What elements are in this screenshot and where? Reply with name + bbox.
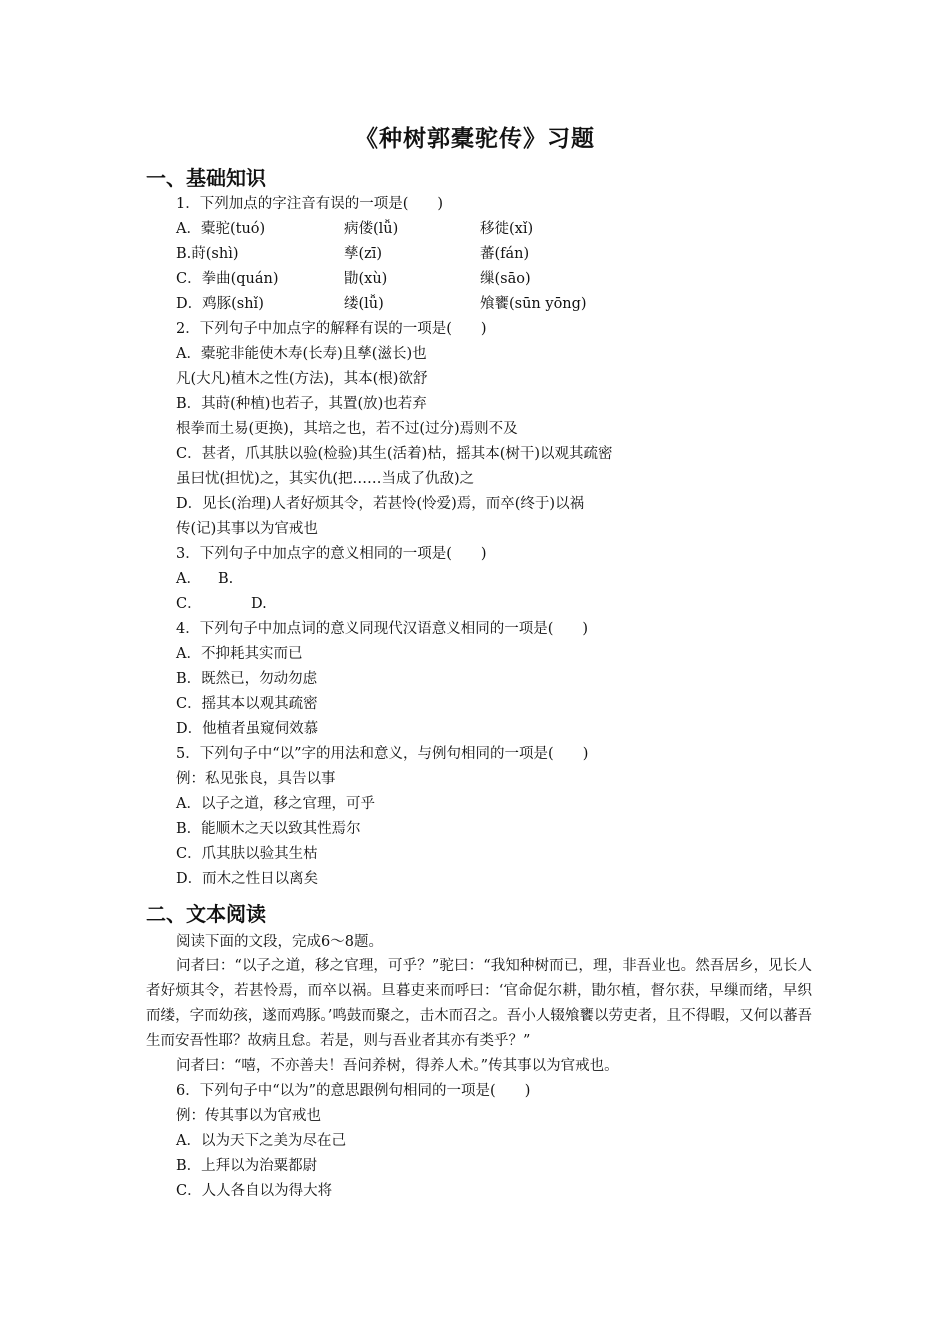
question-4-stem: 4．下列句子中加点词的意义同现代汉语意义相同的一项是( ) <box>176 621 589 637</box>
section-heading-reading: 二、文本阅读 <box>146 902 266 926</box>
q1-option-d-2: 缕(lǚ) <box>344 296 384 312</box>
q2-line: C．甚者，爪其肤以验(检验)其生(活着)枯，摇其本(树干)以观其疏密 <box>176 446 613 462</box>
q1-option-c-2: 勖(xù) <box>344 271 388 287</box>
page-title: 《种树郭橐驼传》习题 <box>355 125 595 152</box>
q4-option: A．不抑耗其实而已 <box>176 646 303 662</box>
q2-line: 根拳而土易(更换)，其培之也，若不过(过分)焉则不及 <box>176 421 518 437</box>
section-heading-basics: 一、基础知识 <box>146 166 266 190</box>
q5-example: 例：私见张良，具告以事 <box>176 771 336 787</box>
q1-option-d-3: 飧饔(sūn yōng) <box>480 296 587 312</box>
q1-option-c-1: C．拳曲(quán) <box>176 271 279 287</box>
q3-option-d: D. <box>251 596 267 612</box>
q1-option-a-3: 移徙(xǐ) <box>480 221 534 237</box>
q2-line: B．其莳(种植)也若子，其置(放)也若弃 <box>176 396 427 412</box>
q6-option: A．以为天下之美为尽在己 <box>176 1133 346 1149</box>
q6-example: 例：传其事以为官戒也 <box>176 1108 321 1124</box>
q1-option-b-1: B.莳(shì) <box>176 246 239 262</box>
q5-option: D．而木之性日以离矣 <box>176 871 319 887</box>
q4-option: C．摇其本以观其疏密 <box>176 696 318 712</box>
q6-option: B．上拜以为治粟都尉 <box>176 1158 318 1174</box>
q1-option-d-1: D．鸡豚(shǐ) <box>176 296 264 312</box>
q6-option: C．人人各自以为得大将 <box>176 1183 333 1199</box>
question-2-stem: 2．下列句子中加点字的解释有误的一项是( ) <box>176 321 487 337</box>
q2-line: 凡(大凡)植木之性(方法)，其本(根)欲舒 <box>176 371 428 387</box>
reading-paragraph: 问者曰：“嘻，不亦善夫！吾问养树，得养人术。”传其事以为官戒也。 <box>176 1058 619 1074</box>
q4-option: B．既然已，勿动勿虑 <box>176 671 318 687</box>
question-6-stem: 6．下列句子中“以为”的意思跟例句相同的一项是( ) <box>176 1083 531 1099</box>
question-5-stem: 5．下列句子中“以”字的用法和意义，与例句相同的一项是( ) <box>176 746 589 762</box>
q1-option-a-1: A．橐驼(tuó) <box>176 221 266 237</box>
q2-line: A．橐驼非能使木寿(长寿)且孳(滋长)也 <box>176 346 427 362</box>
q3-option-b: B. <box>218 571 234 587</box>
q1-option-b-3: 蕃(fán) <box>480 246 530 262</box>
q2-line: 虽曰忧(担忧)之，其实仇(把……当成了仇敌)之 <box>176 471 475 487</box>
q2-line: 传(记)其事以为官戒也 <box>176 521 318 537</box>
q1-option-b-2: 孳(zī) <box>344 246 383 262</box>
q5-option: A．以子之道，移之官理，可乎 <box>176 796 375 812</box>
q2-line: D．见长(治理)人者好烦其令，若甚怜(怜爱)焉，而卒(终于)以祸 <box>176 496 585 512</box>
reading-intro: 阅读下面的文段，完成6～8题。 <box>176 934 383 950</box>
q5-option: B．能顺木之天以致其性焉尔 <box>176 821 361 837</box>
q5-option: C．爪其肤以验其生枯 <box>176 846 318 862</box>
question-3-stem: 3．下列句子中加点字的意义相同的一项是( ) <box>176 546 487 562</box>
question-1-stem: 1．下列加点的字注音有误的一项是( ) <box>176 196 444 212</box>
reading-paragraph: 问者曰：“以子之道，移之官理，可乎？”驼曰：“我知种树而已，理，非吾业也。然吾居乡，见长人者好烦其令，若甚怜焉，而卒以祸。旦暮吏来而呼曰：‘官命促尔耕，勖尔植，督尔获，早缫而绪，早织而缕，字而幼孩，遂而鸡豚。’鸣鼓而聚之，击木而召之。吾小人辍飧饔以劳吏者，且不得暇，又何以蕃吾生而安吾性耶？故病且怠。若是，则与吾业者其亦有类乎？” <box>146 958 812 1049</box>
q1-option-c-3: 缫(sāo) <box>480 271 531 287</box>
q3-option-a: A． <box>176 571 201 587</box>
q3-option-c: C． <box>176 596 202 612</box>
q1-option-a-2: 病偻(lǚ) <box>344 221 399 237</box>
q4-option: D．他植者虽窥伺效慕 <box>176 721 319 737</box>
